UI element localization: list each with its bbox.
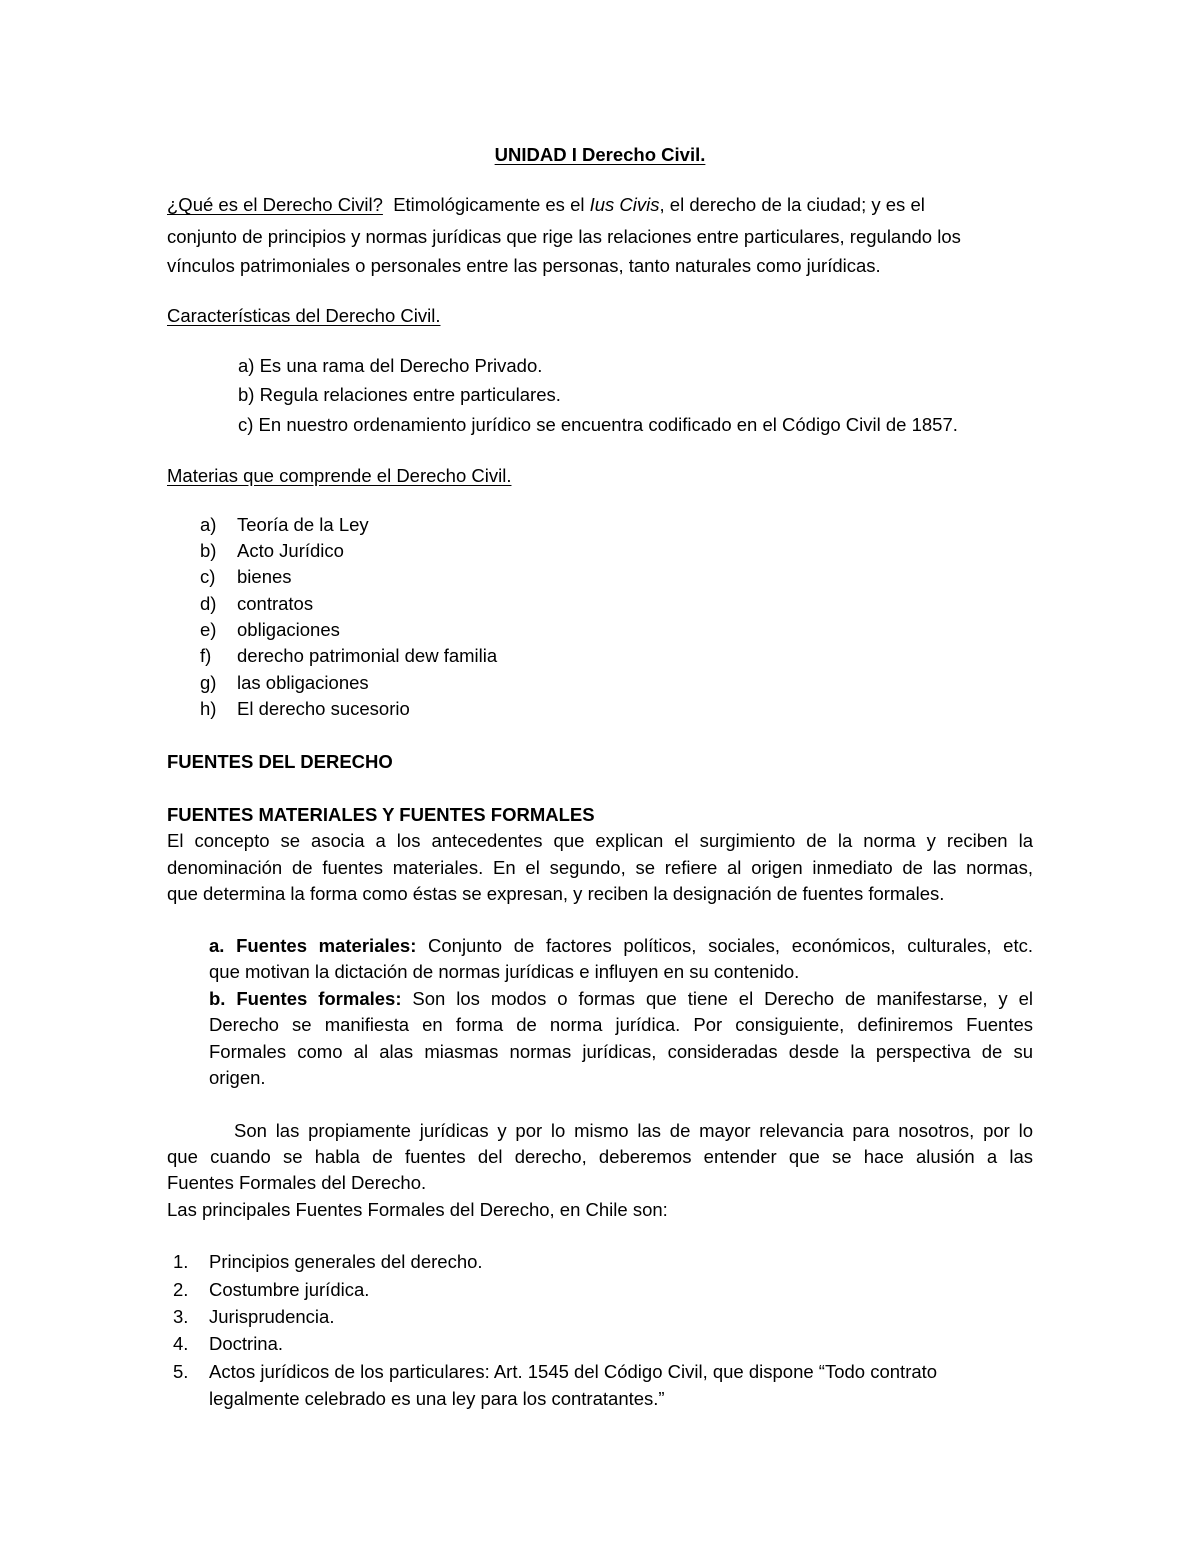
fuentes-formales-line-2: Derecho se manifiesta en forma de norma jurídica. Por consiguiente, definiremos Fuentes (209, 1014, 1033, 1035)
intro-line-2: conjunto de principios y normas jurídicas que rige las relaciones entre particulares, regulando los (167, 226, 961, 247)
caracteristica-item: c) En nuestro ordenamiento jurídico se encuentra codificado en el Código Civil de 1857. (238, 414, 958, 435)
list-marker: f) (200, 645, 212, 666)
para2-line: Fuentes Formales del Derecho. (167, 1172, 427, 1193)
list-marker: 3. (173, 1306, 189, 1327)
list-marker: 2. (173, 1279, 189, 1300)
fuentes-formales-line-4: origen. (209, 1067, 266, 1088)
list-item: obligaciones (237, 619, 340, 640)
list-marker: d) (200, 593, 217, 614)
list-marker: 5. (173, 1361, 189, 1382)
list-item: Acto Jurídico (237, 540, 344, 561)
list-item: Doctrina. (209, 1333, 284, 1354)
list-item: Teoría de la Ley (237, 514, 369, 535)
fuentes-formales-label: b. Fuentes formales: (209, 988, 402, 1009)
para2-line: que cuando se habla de fuentes del derecho, deberemos entender que se hace alusión a las (167, 1146, 1033, 1167)
materias-heading: Materias que comprende el Derecho Civil. (167, 465, 512, 486)
list-marker: 1. (173, 1251, 189, 1272)
list-marker: 4. (173, 1333, 189, 1354)
list-marker: c) (200, 566, 216, 587)
list-item: Actos jurídicos de los particulares: Art. 1545 del Código Civil, que dispone “Todo contrato (209, 1361, 938, 1382)
fuentes-materiales-label: a. Fuentes materiales: (209, 935, 417, 956)
fuentes-para-line: El concepto se asocia a los antecedentes que explican el surgimiento de la norma y reciben la (167, 830, 1033, 851)
fuentes-materiales-line-1: a. Fuentes materiales: Conjunto de factores políticos, sociales, económicos, culturales, etc. (209, 935, 1033, 956)
list-marker: e) (200, 619, 217, 640)
list-item: bienes (237, 566, 292, 587)
intro-question: ¿Qué es el Derecho Civil? (167, 194, 383, 215)
document-title: UNIDAD I Derecho Civil. (494, 144, 706, 165)
list-item: contratos (237, 593, 314, 614)
list-item: El derecho sucesorio (237, 698, 410, 719)
list-item: Costumbre jurídica. (209, 1279, 370, 1300)
caracteristica-item: a) Es una rama del Derecho Privado. (238, 355, 543, 376)
principales-intro: Las principales Fuentes Formales del Derecho, en Chile son: (167, 1199, 668, 1220)
list-item-continuation: legalmente celebrado es una ley para los contratantes.” (209, 1388, 665, 1409)
fuentes-materiales-line-2: que motivan la dictación de normas jurídicas e influyen en su contenido. (209, 961, 800, 982)
caracteristicas-heading: Características del Derecho Civil. (167, 305, 441, 326)
list-marker: g) (200, 672, 217, 693)
list-marker: b) (200, 540, 217, 561)
intro-line-1: ¿Qué es el Derecho Civil? Etimológicamente es el Ius Civis, el derecho de la ciudad; y es el (167, 194, 925, 215)
list-item: Principios generales del derecho. (209, 1251, 483, 1272)
list-item: Jurisprudencia. (209, 1306, 335, 1327)
fuentes-formales-line-1: b. Fuentes formales: Son los modos o formas que tiene el Derecho de manifestarse, y el (209, 988, 1033, 1009)
fuentes-subheading: FUENTES MATERIALES Y FUENTES FORMALES (167, 804, 595, 825)
list-marker: h) (200, 698, 217, 719)
caracteristica-item: b) Regula relaciones entre particulares. (238, 384, 561, 405)
intro-bold-word: Etimológicamente (393, 194, 541, 215)
list-item: las obligaciones (237, 672, 369, 693)
intro-italic-term: Ius Civis (589, 194, 660, 215)
para2-line: Son las propiamente jurídicas y por lo mismo las de mayor relevancia para nosotros, por lo (234, 1120, 1033, 1141)
fuentes-heading: FUENTES DEL DERECHO (167, 751, 393, 772)
list-marker: a) (200, 514, 217, 535)
list-item: derecho patrimonial dew familia (237, 645, 498, 666)
intro-line-3: vínculos patrimoniales o personales entre las personas, tanto naturales como jurídicas. (167, 255, 881, 276)
fuentes-para-line: que determina la forma como éstas se expresan, y reciben la designación de fuentes formales. (167, 883, 945, 904)
fuentes-para-line: denominación de fuentes materiales. En el segundo, se refiere al origen inmediato de las normas, (167, 857, 1033, 878)
fuentes-formales-line-3: Formales como al alas miasmas normas jurídicas, consideradas desde la perspectiva de su (209, 1041, 1033, 1062)
